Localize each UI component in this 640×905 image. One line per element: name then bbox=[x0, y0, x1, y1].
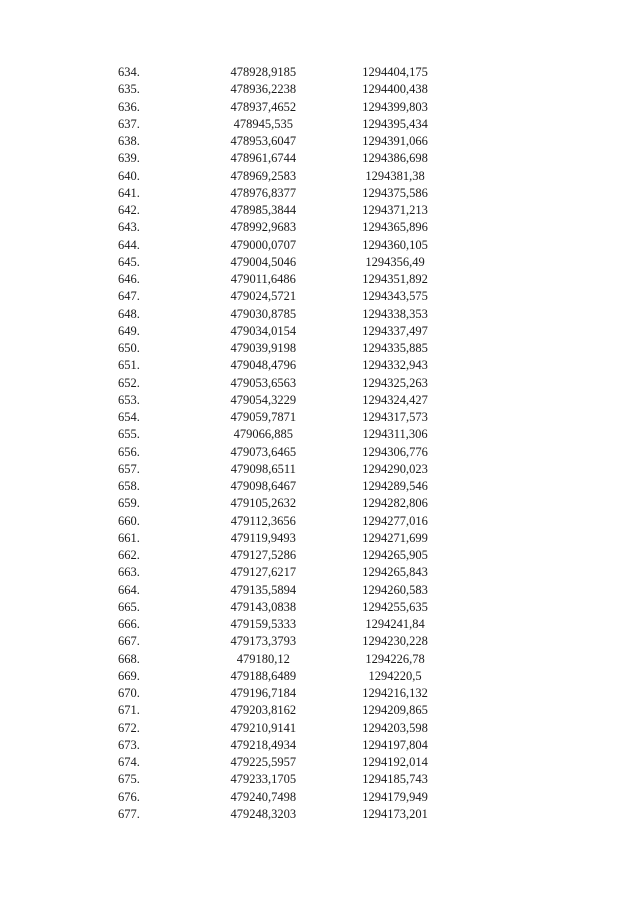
y-coordinate: 1294365,896 bbox=[362, 220, 428, 235]
x-coordinate: 479196,7184 bbox=[230, 686, 297, 700]
y-coordinate: 1294306,776 bbox=[362, 444, 428, 459]
y-coordinate: 1294324,427 bbox=[362, 392, 428, 407]
table-row bbox=[100, 513, 460, 530]
point-number: 664. bbox=[118, 582, 140, 597]
y-coordinate: 1294332,943 bbox=[362, 358, 428, 373]
y-coordinate: 1294360,105 bbox=[362, 237, 428, 252]
x-coordinate: 479112,3656 bbox=[230, 513, 296, 528]
y-coordinate: 1294399,803 bbox=[362, 99, 428, 114]
y-coordinate: 1294325,263 bbox=[362, 375, 428, 390]
y-coordinate: 1294351,892 bbox=[362, 272, 428, 286]
table-row bbox=[100, 133, 460, 150]
point-number: 677. bbox=[118, 806, 140, 821]
table-row bbox=[100, 651, 460, 668]
x-coordinate: 479143,0838 bbox=[230, 599, 297, 614]
y-coordinate: 1294277,016 bbox=[362, 513, 428, 528]
y-coordinate: 1294290,023 bbox=[362, 461, 428, 476]
table-row bbox=[100, 478, 460, 495]
point-number: 671. bbox=[118, 703, 140, 718]
table-row bbox=[100, 564, 460, 581]
y-coordinate: 1294216,132 bbox=[362, 686, 428, 700]
x-coordinate: 478969,2583 bbox=[230, 168, 297, 183]
point-number: 655. bbox=[118, 427, 140, 442]
point-number: 634. bbox=[118, 65, 140, 79]
y-coordinate: 1294289,546 bbox=[362, 479, 428, 493]
point-number: 662. bbox=[118, 548, 140, 562]
y-coordinate: 1294241,84 bbox=[365, 617, 425, 631]
x-coordinate: 479054,3229 bbox=[230, 392, 297, 407]
x-coordinate: 479127,6217 bbox=[230, 565, 297, 580]
y-coordinate: 1294179,949 bbox=[362, 789, 428, 804]
table-row bbox=[100, 668, 460, 685]
table-row bbox=[100, 633, 460, 650]
table-row bbox=[100, 254, 460, 271]
y-coordinate: 1294335,885 bbox=[362, 341, 428, 355]
x-coordinate: 479105,2632 bbox=[230, 496, 297, 511]
table-row bbox=[100, 340, 460, 357]
y-coordinate: 1294395,434 bbox=[362, 116, 428, 131]
x-coordinate: 479039,9198 bbox=[230, 341, 297, 355]
y-coordinate: 1294317,573 bbox=[362, 410, 428, 424]
table-row bbox=[100, 409, 460, 426]
y-coordinate: 1294173,201 bbox=[362, 806, 428, 821]
x-coordinate: 479048,4796 bbox=[230, 358, 297, 373]
x-coordinate: 478992,9683 bbox=[230, 220, 297, 235]
point-number: 637. bbox=[118, 116, 140, 131]
table-row bbox=[100, 99, 460, 116]
table-row bbox=[100, 547, 460, 564]
point-number: 644. bbox=[118, 237, 140, 252]
y-coordinate: 1294337,497 bbox=[362, 323, 428, 338]
point-number: 668. bbox=[118, 651, 140, 666]
table-row bbox=[100, 495, 460, 512]
x-coordinate: 479059,7871 bbox=[230, 410, 297, 424]
x-coordinate: 479034,0154 bbox=[230, 323, 297, 338]
y-coordinate: 1294192,014 bbox=[362, 755, 428, 769]
y-coordinate: 1294391,066 bbox=[362, 134, 428, 148]
y-coordinate: 1294197,804 bbox=[362, 737, 428, 752]
x-coordinate: 479159,5333 bbox=[230, 617, 297, 631]
x-coordinate: 479098,6467 bbox=[230, 479, 297, 493]
y-coordinate: 1294265,905 bbox=[362, 548, 428, 562]
table-row bbox=[100, 271, 460, 288]
point-number: 640. bbox=[118, 168, 140, 183]
table-row bbox=[100, 288, 460, 305]
point-number: 639. bbox=[118, 151, 140, 166]
table-row bbox=[100, 582, 460, 599]
table-row bbox=[100, 116, 460, 133]
table-row bbox=[100, 599, 460, 616]
x-coordinate: 478985,3844 bbox=[230, 203, 297, 217]
y-coordinate: 1294404,175 bbox=[362, 65, 428, 79]
point-number: 663. bbox=[118, 565, 140, 580]
y-coordinate: 1294209,865 bbox=[362, 703, 428, 718]
point-number: 661. bbox=[118, 530, 140, 545]
table-row bbox=[100, 323, 460, 340]
table-row bbox=[100, 754, 460, 771]
x-coordinate: 478928,9185 bbox=[230, 65, 297, 79]
x-coordinate: 479000,0707 bbox=[230, 237, 297, 252]
table-row bbox=[100, 789, 460, 806]
table-row bbox=[100, 426, 460, 443]
point-number: 638. bbox=[118, 134, 140, 148]
x-coordinate: 479173,3793 bbox=[230, 634, 297, 649]
point-number: 667. bbox=[118, 634, 140, 649]
y-coordinate: 1294375,586 bbox=[362, 185, 428, 200]
point-number: 649. bbox=[118, 323, 140, 338]
x-coordinate: 478961,6744 bbox=[230, 151, 297, 166]
table-row bbox=[100, 202, 460, 219]
point-number: 665. bbox=[118, 599, 140, 614]
point-number: 670. bbox=[118, 686, 140, 700]
point-number: 641. bbox=[118, 185, 140, 200]
x-coordinate: 479066,885 bbox=[233, 427, 294, 442]
point-number: 650. bbox=[118, 341, 140, 355]
table-row bbox=[100, 702, 460, 719]
x-coordinate: 479218,4934 bbox=[230, 737, 297, 752]
point-number: 669. bbox=[118, 668, 140, 683]
y-coordinate: 1294265,843 bbox=[362, 565, 428, 580]
table-row bbox=[100, 392, 460, 409]
x-coordinate: 479248,3203 bbox=[230, 806, 297, 821]
point-number: 673. bbox=[118, 737, 140, 752]
y-coordinate: 1294260,583 bbox=[362, 582, 428, 597]
x-coordinate: 479127,5286 bbox=[230, 548, 297, 562]
point-number: 659. bbox=[118, 496, 140, 511]
table-row bbox=[100, 81, 460, 98]
point-number: 675. bbox=[118, 772, 140, 787]
x-coordinate: 479024,5721 bbox=[230, 289, 297, 304]
x-coordinate: 479240,7498 bbox=[230, 789, 297, 804]
point-number: 635. bbox=[118, 82, 140, 97]
table-row bbox=[100, 720, 460, 737]
y-coordinate: 1294386,698 bbox=[362, 151, 428, 166]
y-coordinate: 1294311,306 bbox=[362, 427, 428, 442]
table-row bbox=[100, 150, 460, 167]
x-coordinate: 479233,1705 bbox=[230, 772, 297, 787]
y-coordinate: 1294356,49 bbox=[365, 254, 425, 269]
table-row bbox=[100, 806, 460, 823]
table-row bbox=[100, 771, 460, 788]
y-coordinate: 1294220,5 bbox=[368, 668, 422, 683]
x-coordinate: 478976,8377 bbox=[230, 185, 297, 200]
table-row bbox=[100, 616, 460, 633]
coordinate-table bbox=[100, 64, 460, 823]
coordinate-table-body bbox=[100, 64, 460, 823]
y-coordinate: 1294282,806 bbox=[362, 496, 428, 511]
point-number: 660. bbox=[118, 513, 140, 528]
y-coordinate: 1294255,635 bbox=[362, 599, 428, 614]
x-coordinate: 479203,8162 bbox=[230, 703, 297, 718]
point-number: 654. bbox=[118, 410, 140, 424]
table-row bbox=[100, 375, 460, 392]
y-coordinate: 1294271,699 bbox=[362, 530, 428, 545]
point-number: 645. bbox=[118, 254, 140, 269]
x-coordinate: 479135,5894 bbox=[230, 582, 297, 597]
y-coordinate: 1294203,598 bbox=[362, 720, 428, 735]
table-row bbox=[100, 357, 460, 374]
x-coordinate: 479098,6511 bbox=[230, 461, 296, 476]
point-number: 642. bbox=[118, 203, 140, 217]
x-coordinate: 479030,8785 bbox=[230, 306, 297, 321]
point-number: 676. bbox=[118, 789, 140, 804]
table-row bbox=[100, 461, 460, 478]
x-coordinate: 479210,9141 bbox=[230, 720, 297, 735]
x-coordinate: 478945,535 bbox=[233, 116, 294, 131]
x-coordinate: 479119,9493 bbox=[230, 530, 296, 545]
point-number: 636. bbox=[118, 99, 140, 114]
y-coordinate: 1294381,38 bbox=[365, 168, 425, 183]
table-row bbox=[100, 444, 460, 461]
point-number: 651. bbox=[118, 358, 140, 373]
point-number: 643. bbox=[118, 220, 140, 235]
y-coordinate: 1294371,213 bbox=[362, 203, 428, 217]
table-row bbox=[100, 219, 460, 236]
point-number: 646. bbox=[118, 272, 140, 286]
x-coordinate: 479053,6563 bbox=[230, 375, 297, 390]
y-coordinate: 1294226,78 bbox=[365, 651, 425, 666]
table-row bbox=[100, 168, 460, 185]
table-row bbox=[100, 237, 460, 254]
x-coordinate: 478937,4652 bbox=[230, 99, 297, 114]
point-number: 648. bbox=[118, 306, 140, 321]
y-coordinate: 1294185,743 bbox=[362, 772, 428, 787]
table-row bbox=[100, 685, 460, 702]
y-coordinate: 1294230,228 bbox=[362, 634, 428, 649]
y-coordinate: 1294338,353 bbox=[362, 306, 428, 321]
point-number: 672. bbox=[118, 720, 140, 735]
x-coordinate: 478953,6047 bbox=[230, 134, 297, 148]
table-row bbox=[100, 530, 460, 547]
point-number: 666. bbox=[118, 617, 140, 631]
x-coordinate: 479225,5957 bbox=[230, 755, 297, 769]
table-row bbox=[100, 737, 460, 754]
point-number: 674. bbox=[118, 755, 140, 769]
y-coordinate: 1294400,438 bbox=[362, 82, 428, 97]
x-coordinate: 479004,5046 bbox=[230, 254, 297, 269]
point-number: 658. bbox=[118, 479, 140, 493]
x-coordinate: 479188,6489 bbox=[230, 668, 297, 683]
x-coordinate: 479180,12 bbox=[236, 651, 290, 666]
table-row bbox=[100, 306, 460, 323]
x-coordinate: 479011,6486 bbox=[230, 272, 296, 286]
point-number: 647. bbox=[118, 289, 140, 304]
y-coordinate: 1294343,575 bbox=[362, 289, 428, 304]
point-number: 657. bbox=[118, 461, 140, 476]
table-row bbox=[100, 185, 460, 202]
point-number: 653. bbox=[118, 392, 140, 407]
point-number: 652. bbox=[118, 375, 140, 390]
point-number: 656. bbox=[118, 444, 140, 459]
x-coordinate: 479073,6465 bbox=[230, 444, 297, 459]
x-coordinate: 478936,2238 bbox=[230, 82, 297, 97]
table-row bbox=[100, 64, 460, 81]
